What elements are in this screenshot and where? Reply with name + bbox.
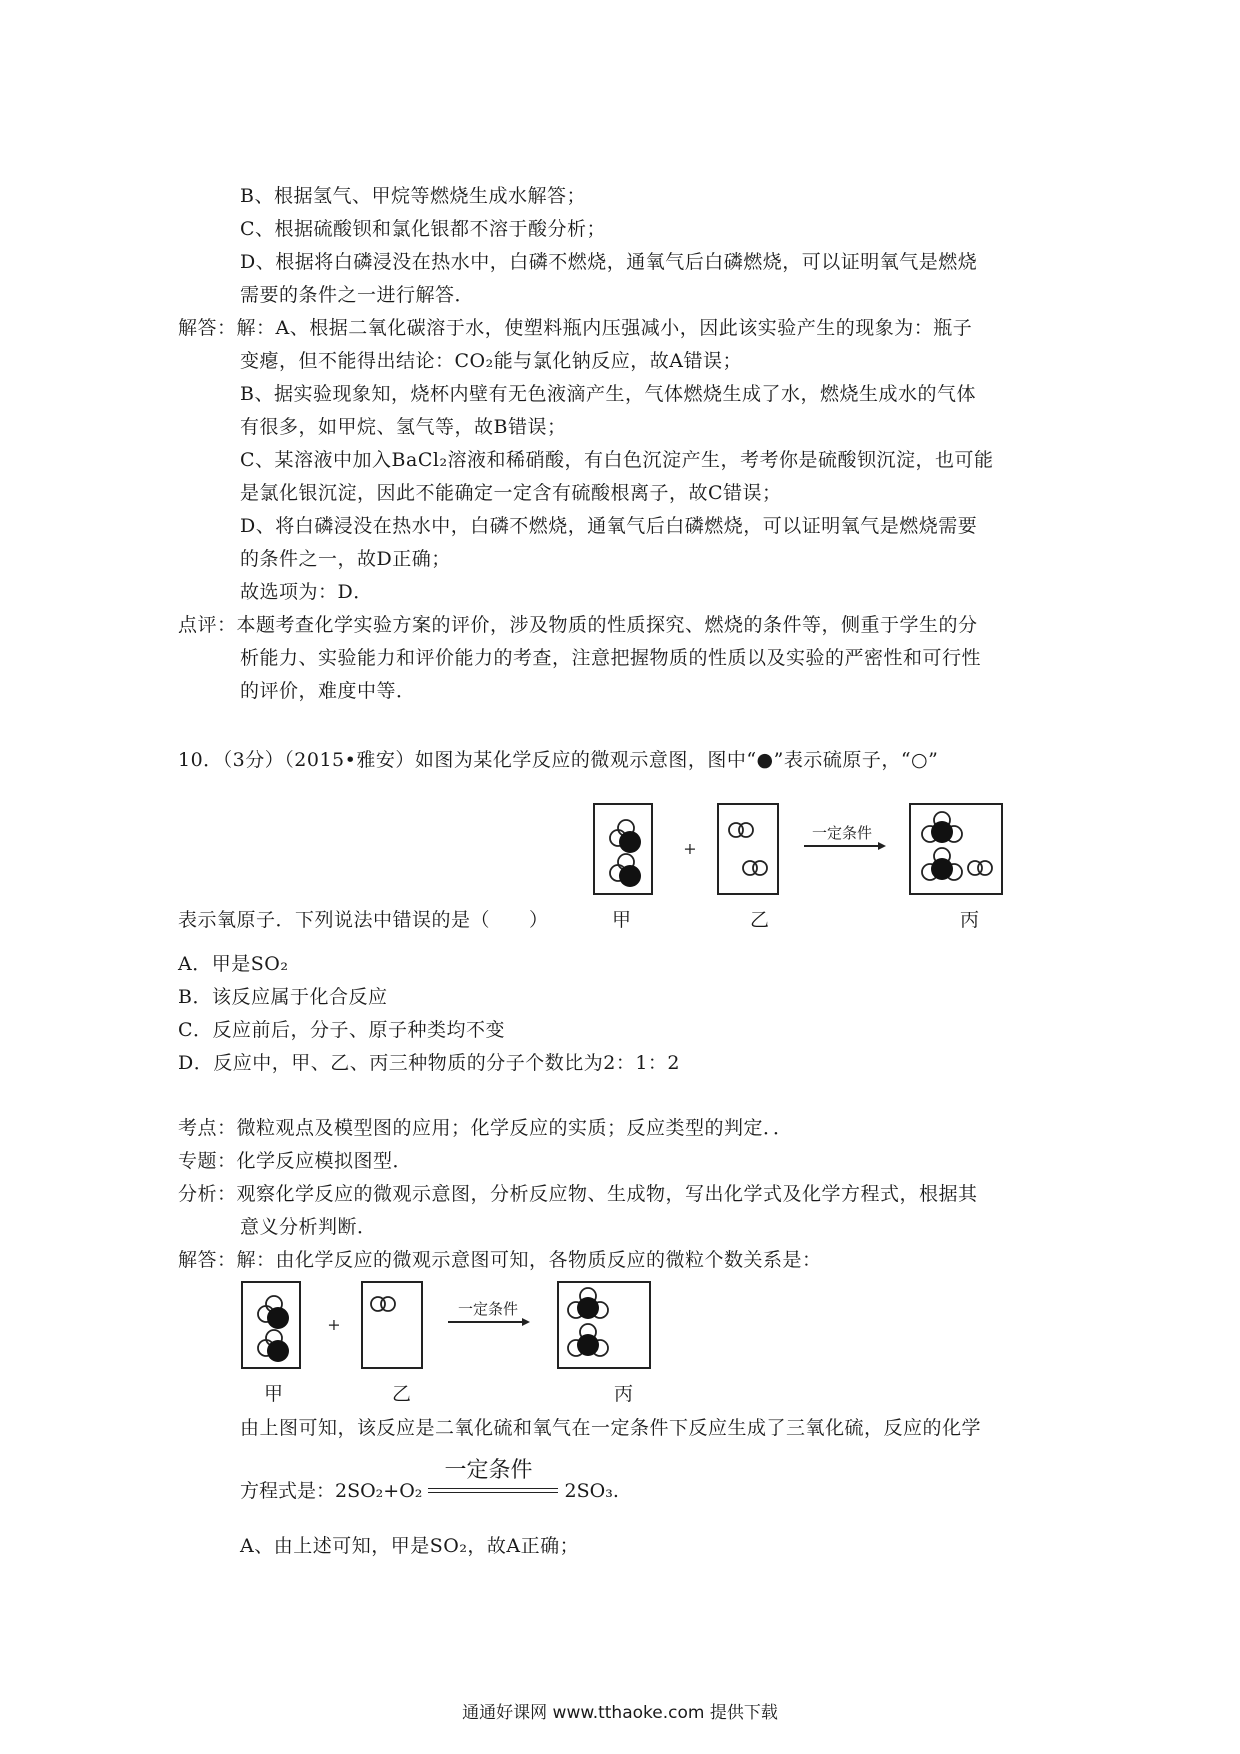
- text-line: C、根据硫酸钡和氯化银都不溶于酸分析；: [240, 218, 607, 240]
- text-line: 解答：解：A、根据二氧化碳溶于水，使塑料瓶内压强减小，因此该实验产生的现象为：瓶子: [178, 317, 973, 339]
- arrow-head: [522, 1318, 530, 1326]
- label-bing: 丙: [614, 1383, 634, 1405]
- text-line: 析能力、实验能力和评价能力的考查，注意把握物质的性质以及实验的严密性和可行性: [240, 647, 982, 669]
- text-line: 需要的条件之一进行解答．: [240, 284, 475, 306]
- option-b: B．该反应属于化合反应: [178, 986, 388, 1008]
- zhuanti: 专题：化学反应模拟图型．: [178, 1150, 413, 1172]
- reaction-diagram: [590, 800, 1030, 900]
- box-yi: [362, 1282, 422, 1368]
- solution-diagram: [238, 1278, 678, 1373]
- text-line: 变瘪，但不能得出结论：CO₂能与氯化钠反应，故A错误；: [240, 350, 742, 372]
- o2-molecule: [968, 861, 992, 875]
- so3-molecule: [568, 1288, 608, 1319]
- question-10-stem-continued: 表示氧原子．下列说法中错误的是（ ）: [178, 909, 549, 931]
- label-jia: 甲: [264, 1383, 284, 1405]
- text-line: 是氯化银沉淀，因此不能确定一定含有硫酸根离子，故C错误；: [240, 482, 782, 504]
- text-line: 点评：本题考查化学实验方案的评价，涉及物质的性质探究、燃烧的条件等，侧重于学生的分: [178, 614, 978, 636]
- option-d: D．反应中，甲、乙、丙三种物质的分子个数比为2：1：2: [178, 1052, 680, 1074]
- text-line: C、某溶液中加入BaCl₂溶液和稀硝酸，有白色沉淀产生，考考你是硫酸钡沉淀，也可能: [240, 449, 994, 471]
- text-line: B、据实验现象知，烧杯内壁有无色液滴产生，气体燃烧生成了水，燃烧生成水的气体: [240, 383, 976, 405]
- plus-sign: +: [327, 1315, 341, 1334]
- arrow-condition: 一定条件: [457, 1300, 519, 1318]
- o2-molecule: [729, 823, 753, 837]
- so2-molecule: [610, 820, 641, 853]
- so3-molecule: [568, 1324, 608, 1356]
- o2-molecule: [371, 1297, 395, 1311]
- so3-molecule: [922, 848, 962, 880]
- o2-molecule: [743, 861, 767, 875]
- so3-molecule: [922, 812, 962, 843]
- kaodian: 考点：微粒观点及模型图的应用；化学反应的实质；反应类型的判定．．: [178, 1117, 793, 1139]
- text-line: 的评价，难度中等．: [240, 680, 416, 702]
- so2-molecule: [258, 1330, 289, 1362]
- text-line: B、根据氢气、甲烷等燃烧生成水解答；: [240, 185, 586, 207]
- text-line: 由上图可知，该反应是二氧化硫和氧气在一定条件下反应生成了三氧化硫，反应的化学: [240, 1417, 982, 1439]
- plus-sign: +: [683, 839, 697, 858]
- arrow-condition: 一定条件: [811, 824, 873, 842]
- equation-products: 2SO₃.: [564, 1480, 619, 1502]
- fenxi-continued: 意义分析判断．: [240, 1216, 377, 1238]
- option-a: A．甲是SO₂: [178, 953, 289, 975]
- jieda: 解答：解：由化学反应的微观示意图可知，各物质反应的微粒个数关系是：: [178, 1249, 822, 1271]
- equation-equals: [428, 1458, 558, 1497]
- equation-condition: 一定条件: [444, 1458, 533, 1483]
- equation-reactants: 方程式是：2SO₂+O₂: [240, 1480, 423, 1502]
- label-jia: 甲: [612, 909, 632, 931]
- page-footer: 通通好课网 www.tthaoke.com 提供下载: [462, 1703, 778, 1723]
- chemical-equation: [240, 1458, 619, 1503]
- label-yi: 乙: [392, 1383, 412, 1405]
- text-line: D、将白磷浸没在热水中，白磷不燃烧，通氧气后白磷燃烧，可以证明氧气是燃烧需要: [240, 515, 978, 537]
- text-line: 故选项为：D．: [240, 581, 373, 603]
- option-c: C．反应前后，分子、原子种类均不变: [178, 1019, 506, 1041]
- text-line: 的条件之一，故D正确；: [240, 548, 451, 570]
- label-bing: 丙: [960, 909, 980, 931]
- text-line: D、根据将白磷浸没在热水中，白磷不燃烧，通氧气后白磷燃烧，可以证明氧气是燃烧: [240, 251, 978, 273]
- box-yi: [718, 804, 778, 894]
- text-line: A、由上述可知，甲是SO₂，故A正确；: [240, 1535, 580, 1557]
- so2-molecule: [610, 854, 641, 887]
- arrow-head: [878, 842, 886, 850]
- so2-molecule: [258, 1296, 289, 1329]
- question-10-stem: 10．（3分）（2015•雅安）如图为某化学反应的微观示意图，图中“●”表示硫原子，“○”: [178, 749, 939, 771]
- fenxi: 分析：观察化学反应的微观示意图，分析反应物、生成物，写出化学式及化学方程式，根据其: [178, 1183, 978, 1205]
- label-yi: 乙: [750, 909, 770, 931]
- text-line: 有很多，如甲烷、氢气等，故B错误；: [240, 416, 567, 438]
